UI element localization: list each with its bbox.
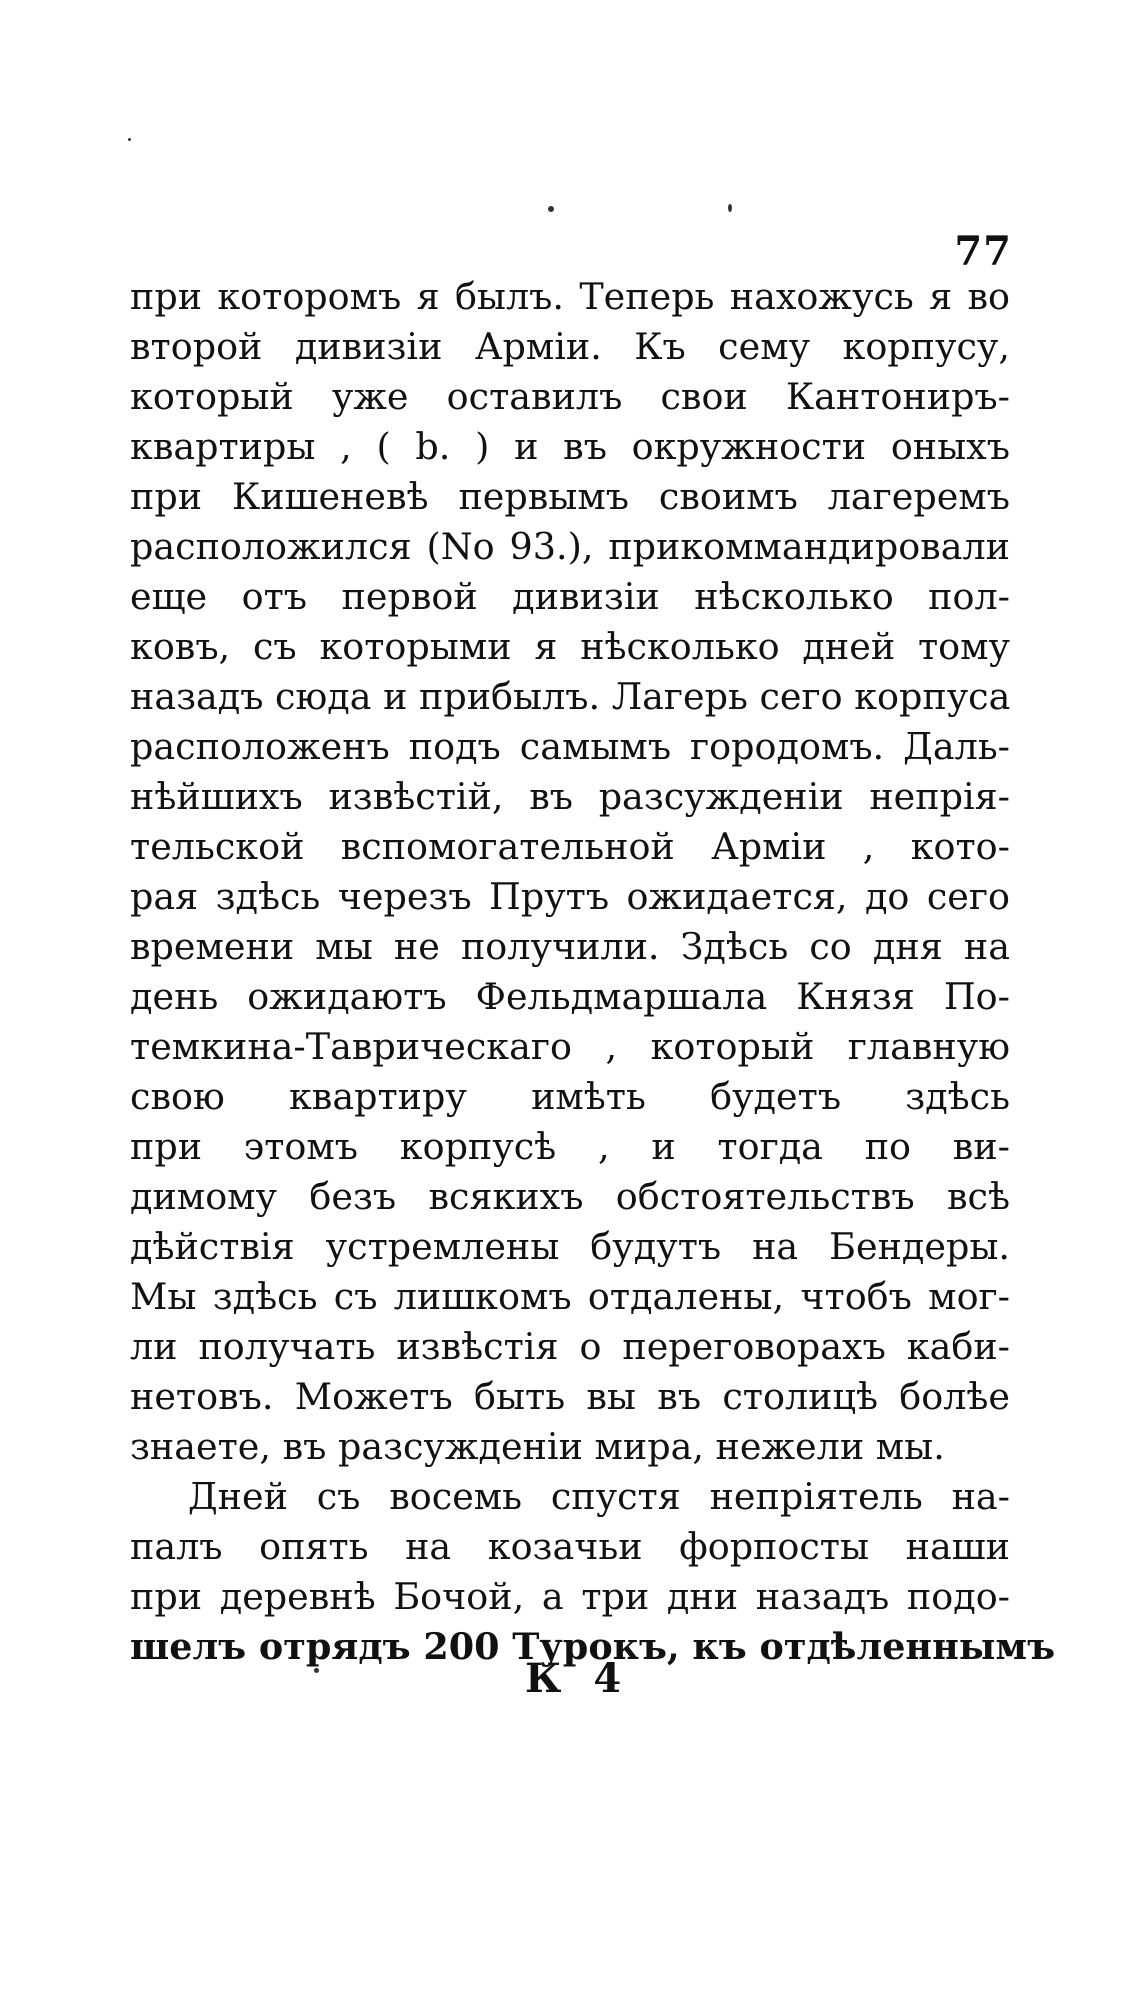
text-line: дѣйствiя устремлены будутъ на Бендеры. xyxy=(130,1225,1010,1268)
print-speck xyxy=(548,206,554,212)
print-speck xyxy=(128,138,131,141)
text-line: расположенъ подъ самымъ городомъ. Даль- xyxy=(130,725,1010,768)
signature-mark: К 4 xyxy=(525,1655,622,1702)
text-line: нѣйшихъ извѣстiй, въ разсужденiи непрiя- xyxy=(130,775,1010,818)
text-line: палъ опять на козачьи форпосты наши xyxy=(130,1525,1010,1568)
text-line: ли получать извѣстiя о переговорахъ каби- xyxy=(130,1325,1010,1368)
text-line: при этомъ корпусѣ , и тогда по ви- xyxy=(130,1125,1010,1168)
text-line: день ожидаютъ Фельдмаршала Князя По- xyxy=(130,975,1010,1018)
text-line: ковъ, съ которыми я нѣсколько дней тому xyxy=(130,625,1010,668)
text-line: второй дивизiи Армiи. Къ сему корпусу, xyxy=(130,325,1010,368)
text-line: знаете, въ разсужденiи мира, нежели мы. xyxy=(130,1425,945,1468)
text-line: который уже оставилъ свои Кантониръ- xyxy=(130,375,1010,418)
text-line: димому безъ всякихъ обстоятельствъ всѣ xyxy=(130,1175,1010,1218)
text-line: темкина-Таврическаго , который главную xyxy=(130,1025,1010,1068)
text-line: квартиры , ( b. ) и въ окружности оныхъ xyxy=(130,425,1010,468)
text-line: назадъ сюда и прибылъ. Лагерь сего корпуса xyxy=(130,675,1011,718)
text-line: времени мы не получили. Здѣсь со дня на xyxy=(130,925,1010,968)
text-line: нетовъ. Можетъ быть вы въ столицѣ болѣе xyxy=(130,1375,1010,1418)
text-line: рая здѣсь черезъ Прутъ ожидается, до сего xyxy=(130,875,1010,918)
text-line: Дней съ восемь спустя непрiятель на- xyxy=(188,1475,1010,1518)
print-speck xyxy=(728,204,732,212)
text-line: при деревнѣ Бочой, а три дни назадъ подо- xyxy=(130,1575,1010,1618)
paragraph-1 xyxy=(130,272,1010,1472)
paragraph-2 xyxy=(130,1472,1056,1672)
text-line: тельской вспомогательной Армiи , кото- xyxy=(130,825,1010,868)
text-line: при которомъ я былъ. Теперь нахожусь я во xyxy=(130,275,1010,318)
text-line: Мы здѣсь съ лишкомъ отдалены, чтобъ мог- xyxy=(130,1275,1010,1318)
body-text xyxy=(130,272,1056,1672)
page-number: 77 xyxy=(954,228,1012,275)
text-line: шелъ отрядъ 200 Турокъ, къ отдѣленнымъ xyxy=(130,1625,1056,1668)
text-line: при Кишеневѣ первымъ своимъ лагеремъ xyxy=(130,475,1010,518)
text-line: расположился (No 93.), прикоммандировали xyxy=(130,525,1010,568)
text-line: свою квартиру имѣть будетъ здѣсь xyxy=(130,1075,1010,1118)
text-line: еще отъ первой дивизiи нѣсколько пол- xyxy=(130,575,1010,618)
